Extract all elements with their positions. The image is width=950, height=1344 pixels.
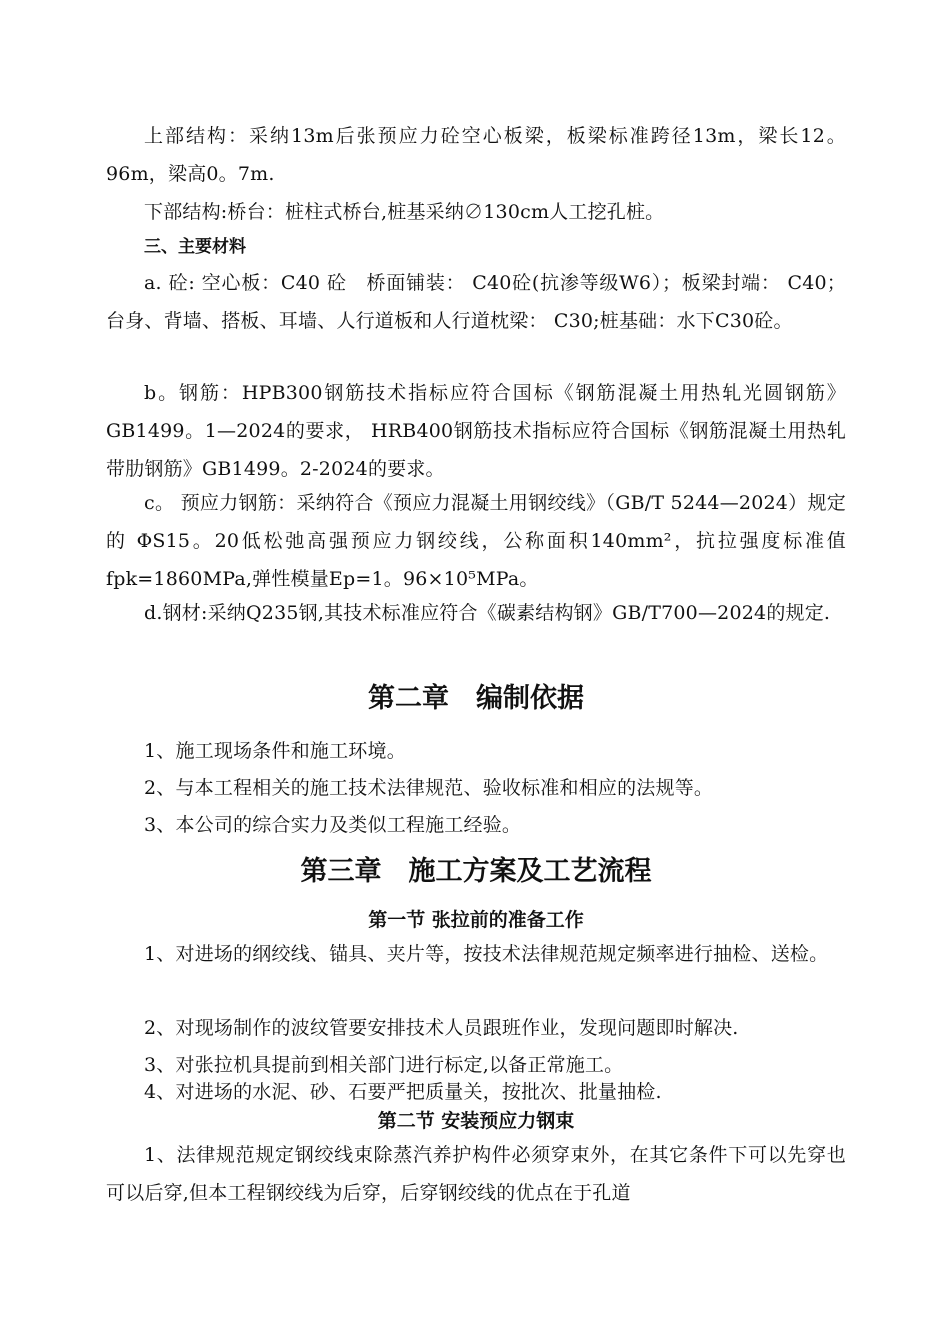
section2-item-1: 1、法律规范规定钢绞线束除蒸汽养护构件必须穿束外，在其它条件下可以先穿也可以后穿,但本工程钢绞线为后穿，后穿钢绞线的优点在于孔道 [106,1144,846,1204]
section1-item-3: 3、对张拉机具提前到相关部门进行标定,以备正常施工。 [144,1054,624,1076]
materials-item-prestress: c。 预应力钢筋：采纳符合《预应力混凝土用钢绞线》（GB/T 5244—2024）规定的 ΦS15。20低松弛高强预应力钢绞线，公称面积140mm²，抗拉强度标准值fpk=1860MPa,弹性模量Ep=1。96×10⁵MPa。 [106,492,846,590]
chapter2-item-3: 3、本公司的综合实力及类似工程施工经验。 [144,814,522,836]
section-title-1: 第一节 张拉前的准备工作 [368,909,584,931]
chapter-title-3: 第三章 施工方案及工艺流程 [300,856,652,887]
paragraph-substructure: 下部结构:桥台：桩柱式桥台,桩基采纳∅130cm人工挖孔桩。 [144,201,665,223]
section1-item-2: 2、对现场制作的波纹管要安排技术人员跟班作业，发现问题即时解决. [144,1017,739,1039]
chapter-title-2: 第二章 编制依据 [368,683,584,714]
paragraph-superstructure: 上部结构：采纳13m后张预应力砼空心板梁，板梁标准跨径13m，梁长12。96m，梁高0。7m. [106,125,846,185]
materials-item-concrete: a. 砼: 空心板：C40 砼 桥面铺装： C40砼(抗渗等级W6）；板梁封端： C40； 台身、背墙、搭板、耳墙、人行道板和人行道枕梁： C30;桩基础：水下C30砼。 [106,272,846,332]
chapter2-item-1: 1、施工现场条件和施工环境。 [144,740,406,762]
section1-item-1: 1、对进场的纲绞线、锚具、夹片等，按技术法律规范规定频率进行抽检、送检。 [144,943,829,965]
section-heading-materials: 三、主要材料 [144,237,246,257]
materials-item-steel: d.钢材:采纳Q235钢,其技术标准应符合《碳素结构钢》GB/T700—2024的规定. [144,602,831,624]
chapter2-item-2: 2、与本工程相关的施工技术法律规范、验收标准和相应的法规等。 [144,777,714,799]
materials-item-rebar: b。钢筋：HPB300钢筋技术指标应符合国标《钢筋混凝土用热轧光圆钢筋》GB1499。1—2024的要求， HRB400钢筋技术指标应符合国标《钢筋混凝土用热轧带肋钢筋》GB1499。2-2024的要求。 [106,382,846,480]
section-title-2: 第二节 安装预应力钢束 [377,1110,575,1132]
section1-item-4: 4、对进场的水泥、砂、石要严把质量关，按批次、批量抽检. [144,1081,662,1103]
